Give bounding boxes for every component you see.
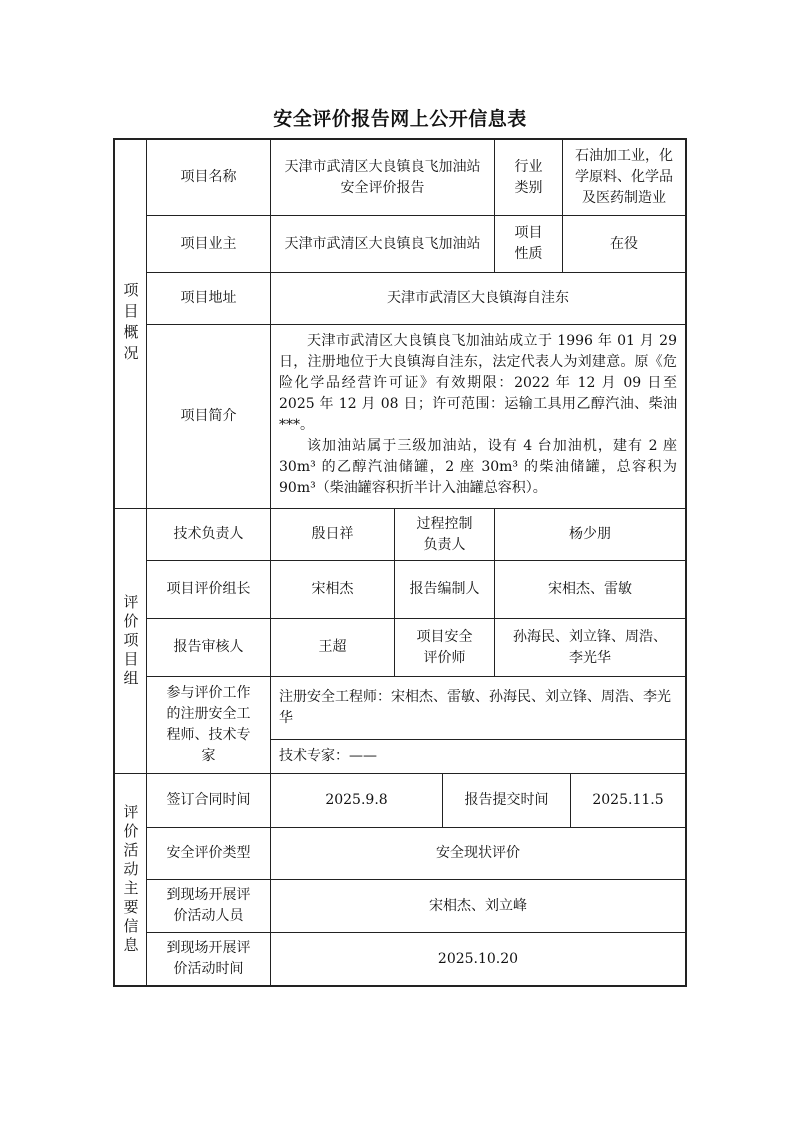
tech-lead-label: 技术负责人 <box>147 509 271 561</box>
project-name-value: 天津市武清区大良镇良飞加油站安全评价报告 <box>271 140 495 216</box>
project-intro-paragraph-1: 天津市武清区大良镇良飞加油站成立于 1996 年 01 月 29 日，注册地位于大良镇海自洼东，法定代表人为刘建意。原《危险化学品经营许可证》有效期限：2022 年 12 月 09 日至 2025 年 12 月 08 日；许可范围：运输工具用乙醇汽油、柴油***。 <box>279 333 677 433</box>
project-name-label: 项目名称 <box>147 140 271 216</box>
onsite-people-label: 到现场开展评价活动人员 <box>147 880 271 933</box>
onsite-time-label: 到现场开展评价活动时间 <box>147 933 271 985</box>
project-intro-value <box>271 325 685 509</box>
contract-date-value: 2025.9.8 <box>271 774 443 828</box>
onsite-time-value: 2025.10.20 <box>437 950 519 967</box>
project-nature-label: 项目性质 <box>495 216 563 273</box>
reviewer-label: 报告审核人 <box>147 619 271 677</box>
section-team-text: 评价项目组 <box>121 593 140 689</box>
project-owner-label: 项目业主 <box>147 216 271 273</box>
process-lead-label: 过程控制负责人 <box>395 509 495 561</box>
industry-label: 行业类别 <box>495 140 563 216</box>
assessor-value: 孙海民、刘立锋、周浩、李光华 <box>495 619 685 677</box>
section-overview-text: 项目概况 <box>121 282 140 366</box>
contract-date-label: 签订合同时间 <box>147 774 271 828</box>
process-lead-value: 杨少朋 <box>495 509 685 561</box>
technical-experts: 技术专家：—— <box>279 748 377 765</box>
group-lead-value: 宋相杰 <box>271 561 395 619</box>
page-title: 安全评价报告网上公开信息表 <box>273 108 527 130</box>
project-address-value: 天津市武清区大良镇海自洼东 <box>271 273 685 325</box>
assessor-label: 项目安全评价师 <box>395 619 495 677</box>
onsite-people-value: 宋相杰、刘立峰 <box>271 880 685 933</box>
section-overview-label <box>115 140 147 509</box>
section-team-label <box>115 509 147 774</box>
group-lead-label: 项目评价组长 <box>147 561 271 619</box>
submit-date-value: 2025.11.5 <box>571 774 685 828</box>
submit-date-label: 报告提交时间 <box>443 774 571 828</box>
project-intro-paragraph-2: 该加油站属于三级加油站，设有 4 台加油机，建有 2 座 30m³ 的乙醇汽油储罐，2 座 30m³ 的柴油储罐，总容积为 90m³（柴油罐容积折半计入油罐总容积）。 <box>279 438 677 496</box>
evaluation-type-value: 安全现状评价 <box>271 828 685 880</box>
tech-lead-value: 殷日祥 <box>271 509 395 561</box>
evaluation-type-label: 安全评价类型 <box>147 828 271 880</box>
reviewer-value: 王超 <box>271 619 395 677</box>
participants-value <box>271 677 685 774</box>
participants-label: 参与评价工作的注册安全工程师、技术专家 <box>147 677 271 774</box>
registered-engineers: 注册安全工程师：宋相杰、雷敏、孙海民、刘立锋、周浩、李光华 <box>271 677 685 740</box>
section-activity-label <box>115 774 147 985</box>
industry-value: 石油加工业，化学原料、化学品及医药制造业 <box>563 140 685 216</box>
project-intro-label: 项目简介 <box>147 325 271 509</box>
project-owner-value: 天津市武清区大良镇良飞加油站 <box>271 216 495 273</box>
report-writer-label: 报告编制人 <box>395 561 495 619</box>
section-activity-text: 评价活动主要信息 <box>121 803 140 956</box>
report-writer-value: 宋相杰、雷敏 <box>495 561 685 619</box>
project-address-label: 项目地址 <box>147 273 271 325</box>
project-nature-value: 在役 <box>563 216 685 273</box>
info-table <box>113 138 687 987</box>
